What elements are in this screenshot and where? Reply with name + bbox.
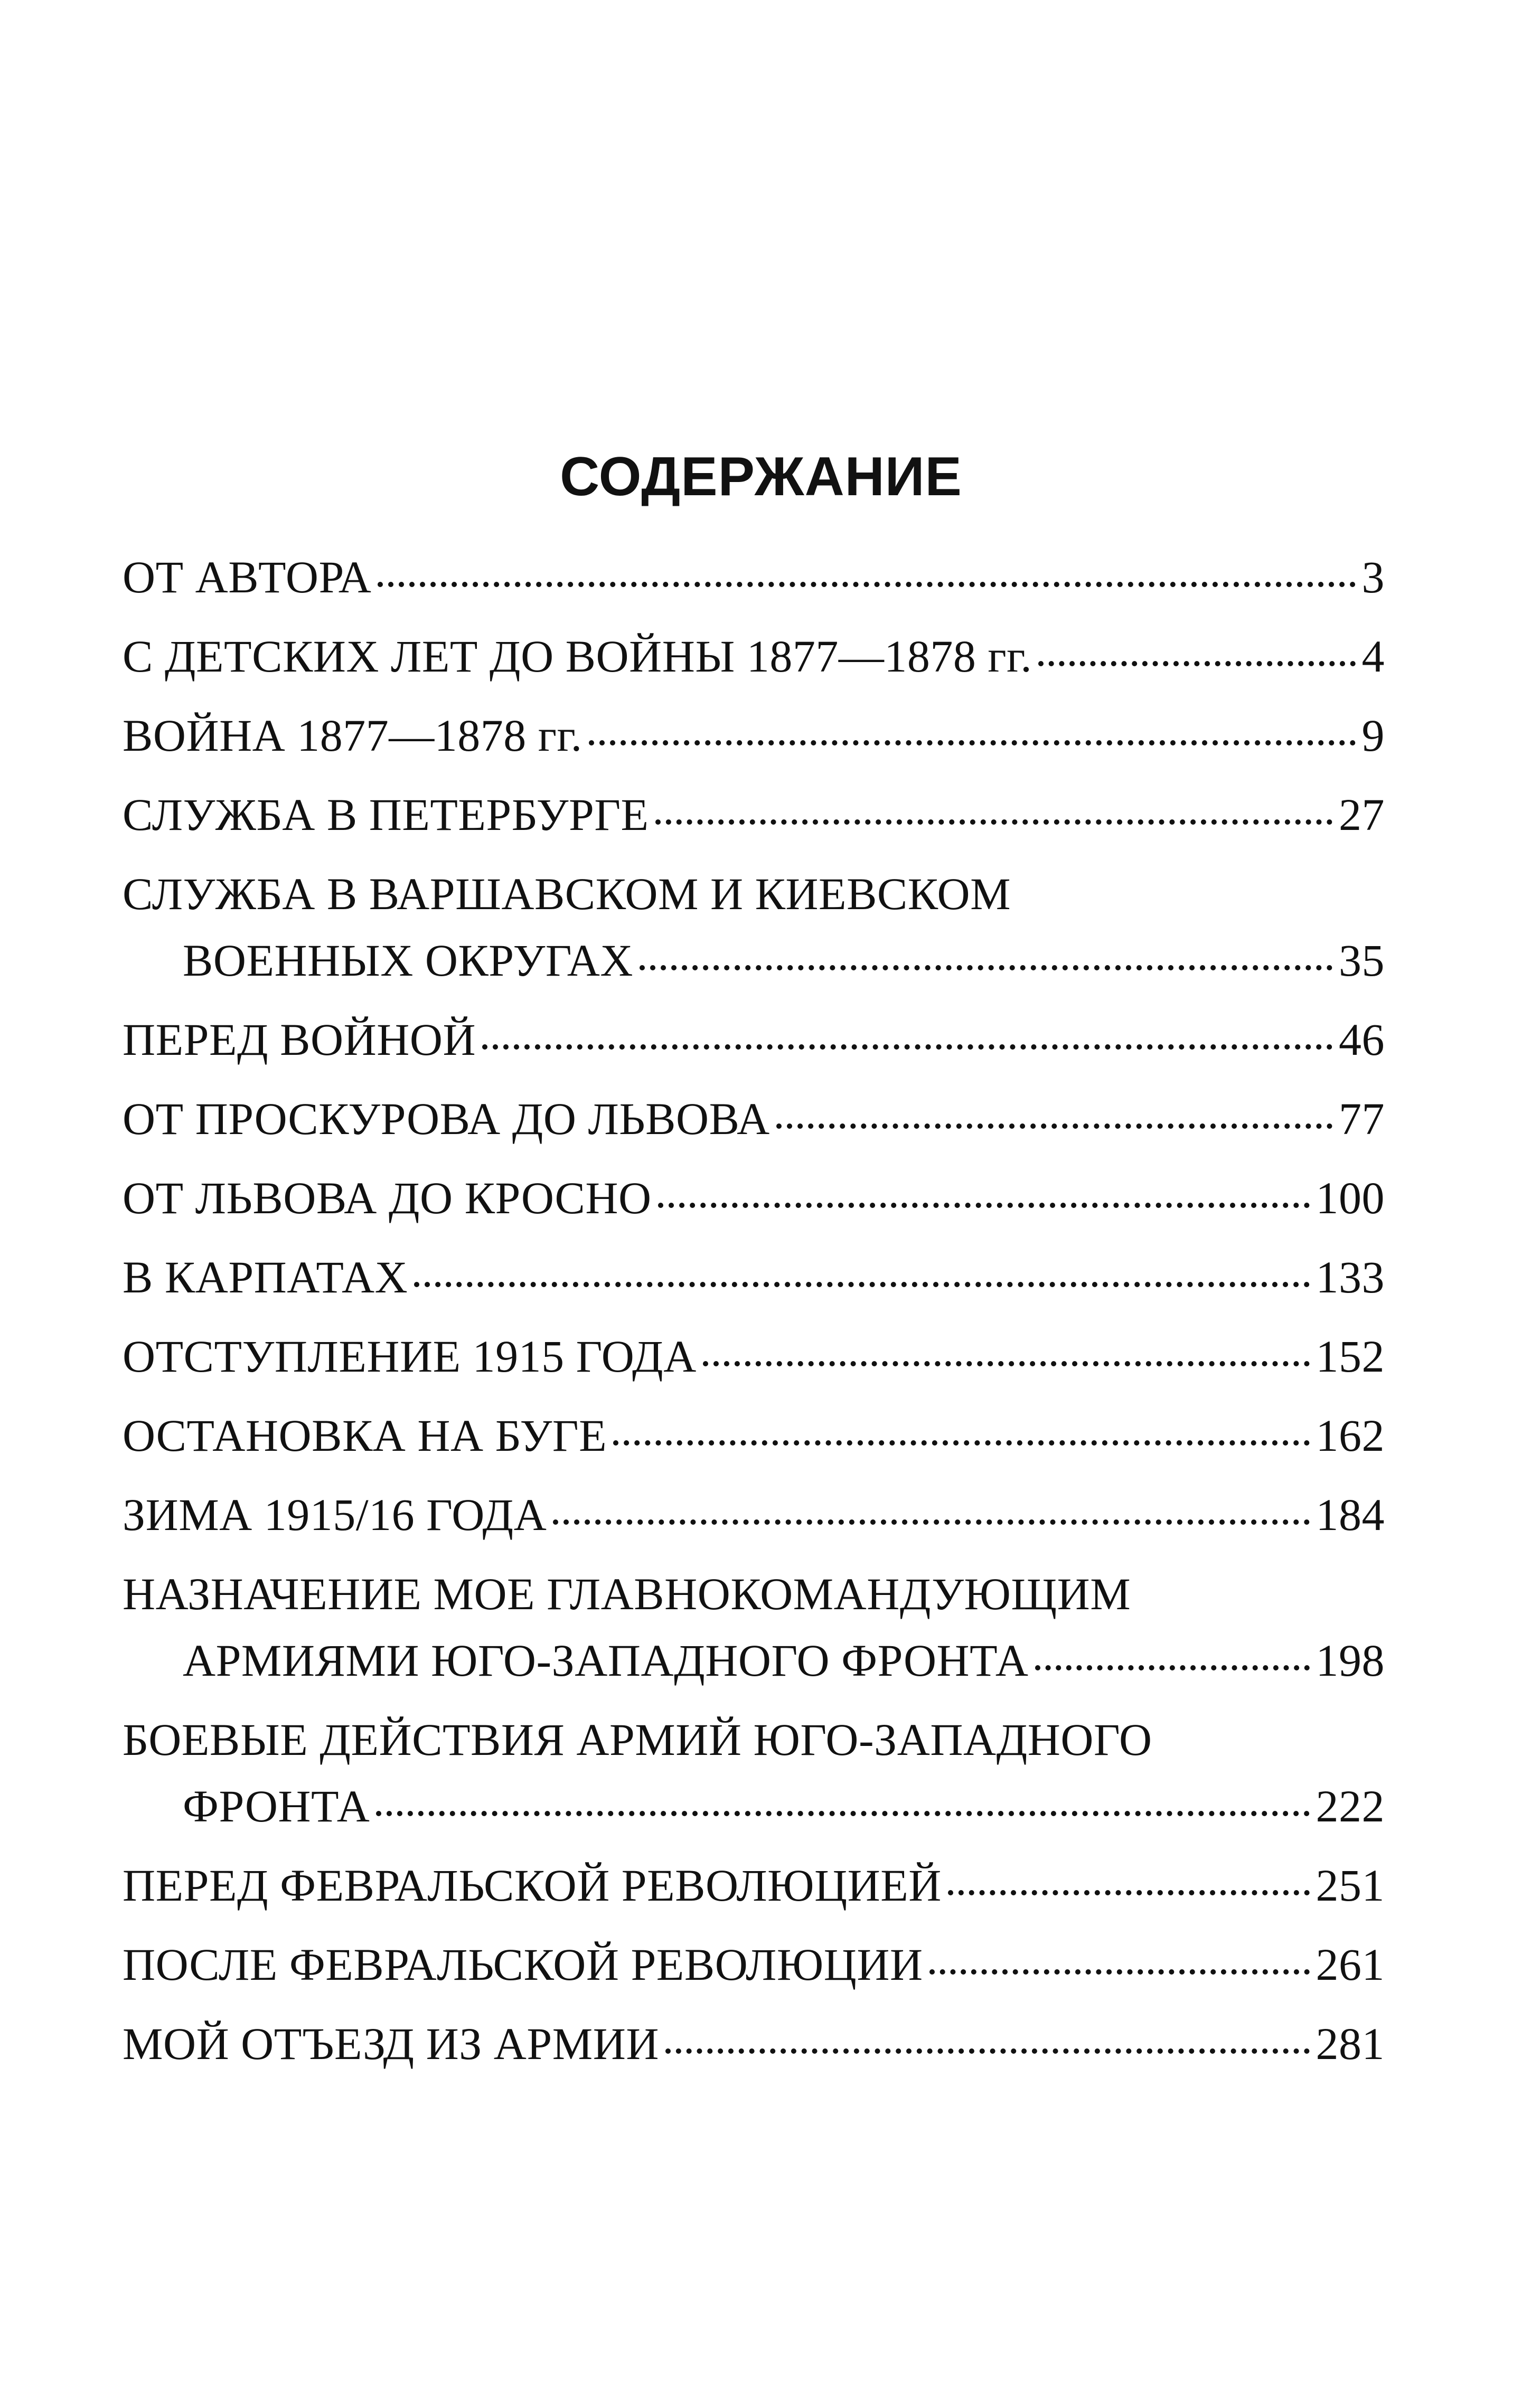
toc-entry xyxy=(123,1931,1385,1998)
toc-entry-page-number: 9 xyxy=(1361,710,1385,761)
toc-entry-page-number: 222 xyxy=(1316,1781,1385,1831)
toc-entry-row xyxy=(123,623,1385,690)
dot-leader xyxy=(553,1519,1309,1525)
toc-entry-page-number: 27 xyxy=(1339,789,1385,840)
toc-entry-row xyxy=(123,927,1385,994)
dot-leader xyxy=(776,1123,1332,1129)
toc-entry xyxy=(123,1244,1385,1310)
toc-entry-title: ОСТАНОВКА НА БУГЕ xyxy=(123,1410,607,1461)
toc-entry-title-line: СЛУЖБА В ВАРШАВСКОМ И КИЕВСКОМ xyxy=(123,868,1011,919)
dot-leader xyxy=(948,1890,1310,1895)
dot-leader xyxy=(703,1361,1310,1366)
toc-entry-title: ВОЙНА 1877—1878 гг. xyxy=(123,710,583,761)
toc-entry-row xyxy=(123,1085,1385,1152)
toc-entry-title: ОТ ЛЬВОВА ДО КРОСНО xyxy=(123,1173,652,1223)
toc-entry-title-line: НАЗНАЧЕНИЕ МОЕ ГЛАВНОКОМАНДУЮЩИМ xyxy=(123,1569,1131,1619)
toc-entry-row xyxy=(123,2010,1385,2077)
dot-leader xyxy=(658,1203,1310,1208)
toc-entry-row xyxy=(123,1323,1385,1390)
toc-entry-row xyxy=(123,1773,1385,1839)
dot-leader xyxy=(613,1440,1309,1446)
toc-entry xyxy=(123,1165,1385,1231)
toc-entry-title: В КАРПАТАХ xyxy=(123,1252,408,1302)
toc-entry-row xyxy=(123,1852,1385,1919)
toc-entry-title: ЗИМА 1915/16 ГОДА xyxy=(123,1489,547,1540)
toc-entry-page-number: 198 xyxy=(1316,1635,1385,1686)
toc-entry xyxy=(123,1323,1385,1390)
toc-entry-page-number: 162 xyxy=(1316,1410,1385,1461)
toc-entry-row xyxy=(123,702,1385,769)
toc-entry-row xyxy=(123,1931,1385,1998)
dot-leader xyxy=(376,1811,1309,1816)
toc-entry-row xyxy=(123,1627,1385,1694)
toc-entry-row xyxy=(123,1165,1385,1231)
toc-entry xyxy=(123,1402,1385,1469)
toc-entry-title: МОЙ ОТЪЕЗД ИЗ АРМИИ xyxy=(123,2018,659,2069)
toc-entry-row xyxy=(123,1244,1385,1310)
toc-entry-title: С ДЕТСКИХ ЛЕТ ДО ВОЙНЫ 1877—1878 гг. xyxy=(123,631,1032,682)
toc-heading: СОДЕРЖАНИЕ xyxy=(560,446,962,507)
toc-entry xyxy=(123,702,1385,769)
toc-entry-page-number: 100 xyxy=(1316,1173,1385,1223)
toc-entry-page-number: 184 xyxy=(1316,1489,1385,1540)
dot-leader xyxy=(414,1282,1309,1287)
toc-entry-page-number: 133 xyxy=(1316,1252,1385,1302)
toc-entry xyxy=(123,1852,1385,1919)
toc-entry-title: ОТ АВТОРА xyxy=(123,552,372,602)
toc-entry-page-number: 251 xyxy=(1316,1860,1385,1911)
dot-leader xyxy=(1035,1665,1310,1670)
dot-leader xyxy=(655,819,1332,825)
toc-entry-title: АРМИЯМИ ЮГО-ЗАПАДНОГО ФРОНТА xyxy=(183,1635,1029,1686)
toc-entry-title: ОТСТУПЛЕНИЕ 1915 ГОДА xyxy=(123,1331,697,1382)
toc-entry-page-number: 77 xyxy=(1339,1093,1385,1144)
toc-entry xyxy=(123,1706,1385,1839)
toc-entry xyxy=(123,1561,1385,1694)
toc-entry-page-number: 4 xyxy=(1361,631,1385,682)
toc-entry-title: ВОЕННЫХ ОКРУГАХ xyxy=(183,935,633,986)
dot-leader xyxy=(482,1044,1332,1050)
dot-leader xyxy=(929,1969,1310,1975)
toc-entry-row xyxy=(123,781,1385,848)
toc-entry-row xyxy=(123,1006,1385,1073)
toc-entry-row xyxy=(123,544,1385,610)
toc-entry-page-number: 46 xyxy=(1339,1014,1385,1065)
toc-entry-page-number: 281 xyxy=(1316,2018,1385,2069)
toc-entry-page-number: 152 xyxy=(1316,1331,1385,1382)
toc-entry-title: ПОСЛЕ ФЕВРАЛЬСКОЙ РЕВОЛЮЦИИ xyxy=(123,1939,923,1990)
toc-entry-page-number: 35 xyxy=(1339,935,1385,986)
toc-entry xyxy=(123,861,1385,994)
toc-entry-page-number: 261 xyxy=(1316,1939,1385,1990)
toc-entry-page-number: 3 xyxy=(1361,552,1385,602)
toc-entry-title-line: БОЕВЫЕ ДЕЙСТВИЯ АРМИЙ ЮГО-ЗАПАДНОГО xyxy=(123,1714,1152,1765)
toc-entry xyxy=(123,2010,1385,2077)
dot-leader xyxy=(640,965,1332,970)
toc-entry-title: СЛУЖБА В ПЕТЕРБУРГЕ xyxy=(123,789,649,840)
toc-entry-title: ОТ ПРОСКУРОВА ДО ЛЬВОВА xyxy=(123,1093,770,1144)
toc-entry xyxy=(123,623,1385,690)
toc-entry-row xyxy=(123,1402,1385,1469)
toc-entry xyxy=(123,781,1385,848)
table-of-contents xyxy=(123,544,1385,2090)
dot-leader xyxy=(665,2048,1310,2054)
toc-entry-title: ПЕРЕД ФЕВРАЛЬСКОЙ РЕВОЛЮЦИЕЙ xyxy=(123,1860,942,1911)
toc-entry xyxy=(123,544,1385,610)
dot-leader xyxy=(589,740,1356,745)
dot-leader xyxy=(378,582,1355,587)
toc-entry-row xyxy=(123,1481,1385,1548)
toc-entry xyxy=(123,1085,1385,1152)
toc-entry xyxy=(123,1481,1385,1548)
toc-entry-title: ПЕРЕД ВОЙНОЙ xyxy=(123,1014,476,1065)
toc-entry xyxy=(123,1006,1385,1073)
toc-entry-title: ФРОНТА xyxy=(183,1781,370,1831)
dot-leader xyxy=(1038,661,1355,666)
